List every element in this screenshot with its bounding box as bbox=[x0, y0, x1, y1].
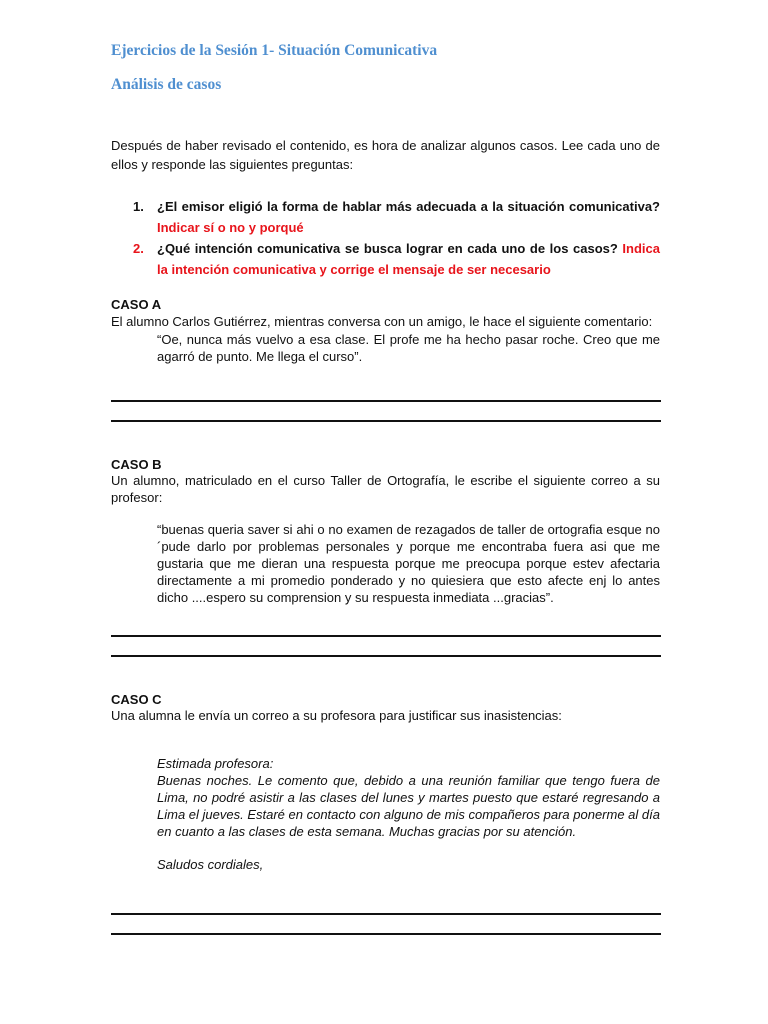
answer-line bbox=[111, 655, 661, 657]
caso-a-title: CASO A bbox=[111, 297, 162, 312]
caso-a-description: El alumno Carlos Gutiérrez, mientras conversa con un amigo, le hace el siguiente comentario: bbox=[111, 314, 653, 329]
document-title: Ejercicios de la Sesión 1- Situación Comunicativa bbox=[111, 42, 438, 59]
caso-b-quote: “buenas queria saver si ahi o no examen de rezagados de taller de ortografia esque no ´pude darlo por problemas personales y porque me encontraba fuera asi que me gustaria que me dieran una respuesta porque me preocupa porque estev afectaria directamente a mi promedio ponderado y no quiesiera que esto afecte enj lo antes dicho ....espero su comprension y su respuesta inmediata ...gracias”. bbox=[157, 522, 660, 605]
caso-c-body: Buenas noches. Le comento que, debido a una reunión familiar que tengo fuera de Lima, no podré asistir a las clases del lunes y martes puesto que estaré regresando a Lima el jueves. Estaré en contacto con alguno de mis compañeros para ponerme al día en cuanto a las clases de esta semana. Muchas gracias por su atención. bbox=[157, 773, 660, 839]
questions-list bbox=[111, 196, 660, 280]
caso-b-title: CASO B bbox=[111, 457, 162, 472]
answer-line bbox=[111, 913, 661, 915]
document-subtitle: Análisis de casos bbox=[111, 76, 222, 93]
answer-line bbox=[111, 400, 661, 402]
answer-line bbox=[111, 635, 661, 637]
caso-c-closing: Saludos cordiales, bbox=[157, 857, 264, 872]
caso-c-description: Una alumna le envía un correo a su profesora para justificar sus inasistencias: bbox=[111, 708, 562, 723]
caso-a-quote: “Oe, nunca más vuelvo a esa clase. El profe me ha hecho pasar roche. Creo que me agarró de punto. Me llega el curso”. bbox=[157, 332, 660, 364]
question-instruction: Indicar sí o no y porqué bbox=[157, 220, 304, 235]
question-text: ¿El emisor eligió la forma de hablar más adecuada a la situación comunicativa? bbox=[157, 199, 660, 214]
answer-line bbox=[111, 420, 661, 422]
caso-c-title: CASO C bbox=[111, 692, 162, 707]
question-text: ¿Qué intención comunicativa se busca lograr en cada uno de los casos? bbox=[157, 241, 618, 256]
answer-line bbox=[111, 933, 661, 935]
intro-paragraph: Después de haber revisado el contenido, es hora de analizar algunos casos. Lee cada uno de ellos y responde las siguientes preguntas: bbox=[111, 138, 660, 172]
question-number: 2. bbox=[133, 241, 144, 256]
caso-b-description: Un alumno, matriculado en el curso Taller de Ortografía, le escribe el siguiente correo a su profesor: bbox=[111, 473, 660, 505]
question-number: 1. bbox=[133, 199, 144, 214]
question-item bbox=[111, 196, 660, 238]
question-item bbox=[111, 238, 660, 280]
question-instruction: Indica la intención comunicativa y corrige el mensaje de ser necesario bbox=[157, 241, 660, 277]
caso-c-greeting: Estimada profesora: bbox=[157, 756, 274, 771]
